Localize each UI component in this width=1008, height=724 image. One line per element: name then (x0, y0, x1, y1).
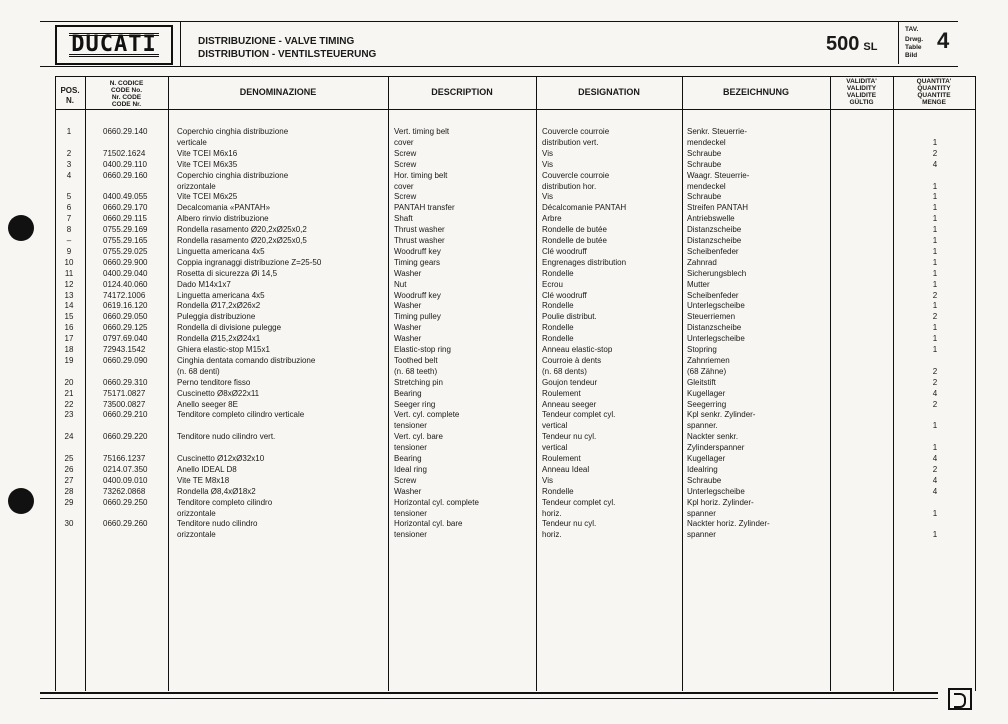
row-quantity: 1 (932, 268, 938, 278)
row-quantity: 1 (932, 246, 938, 256)
row-quantity: 1 (932, 203, 938, 213)
model-suffix: SL (863, 41, 878, 53)
row-italian-name: Rondella Ø8,4xØ18x2 (177, 486, 256, 496)
row-english-description: Stretching pin (394, 377, 443, 387)
row-quantity: 1 (932, 214, 938, 224)
row-italian-name: Rondella di divisione pulegge (177, 323, 282, 333)
row-english-description: Bearing (394, 454, 422, 463)
row-german-bezeichnung: Waagr. Steuerrie- (687, 170, 750, 180)
col-divider-7 (893, 76, 894, 691)
row-position: 11 (64, 268, 74, 278)
row-italian-name: Cinghia dentata comando distribuzione (177, 355, 316, 365)
row-french-designation: Rondelle de butée (542, 225, 607, 235)
row-german-bezeichnung: spanner (687, 530, 716, 540)
row-german-bezeichnung: Schraube (687, 148, 722, 158)
row-part-code: 0660.29.310 (103, 377, 148, 387)
row-german-bezeichnung: Schraube (687, 192, 722, 202)
row-french-designation: vertical (542, 421, 568, 431)
row-position: 19 (64, 355, 74, 365)
row-italian-name: Linguetta americana 4x5 (177, 246, 265, 256)
row-italian-name: Vite TCEI M6x16 (177, 148, 238, 158)
row-italian-name: orizzontale (177, 530, 216, 540)
row-french-designation: Rondelle (542, 486, 574, 496)
row-quantity: 4 (932, 475, 938, 485)
row-italian-name: verticale (177, 137, 207, 147)
row-italian-name: Rondella Ø17,2xØ26x2 (177, 301, 261, 311)
col-header-code-1: N. CODICE (109, 80, 144, 87)
row-part-code: 71502.1624 (103, 148, 146, 158)
row-part-code: 0660.29.250 (103, 497, 148, 507)
row-part-code: 0400.29.040 (103, 268, 148, 278)
row-italian-name: Tenditore completo cilindro verticale (177, 410, 305, 420)
row-quantity: 1 (932, 279, 938, 289)
row-position: 24 (64, 432, 74, 442)
row-italian-name: Anello IDEAL D8 (177, 464, 237, 474)
drwg-label: Drwg. (905, 36, 924, 43)
row-german-bezeichnung: Gleitstift (687, 377, 716, 387)
row-french-designation: Anneau elastic-stop (542, 345, 613, 354)
row-italian-name: Perno tenditore fisso (177, 377, 251, 387)
row-quantity: 2 (932, 312, 938, 322)
row-french-designation: Décalcomanie PANTAH (542, 203, 627, 213)
row-english-description: Toothed belt (394, 355, 438, 365)
col-header-validity-1: VALIDITA' (846, 78, 877, 85)
row-italian-name: Dado M14x1x7 (177, 279, 231, 289)
row-italian-name: Rondella rasamento Ø20,2xØ25x0,5 (177, 236, 307, 245)
row-french-designation: Rondelle (542, 268, 574, 278)
row-french-designation: Roulement (542, 454, 581, 463)
col-divider-4 (536, 76, 537, 691)
row-position: 25 (64, 454, 74, 463)
table-header-rule (55, 109, 975, 110)
row-part-code: 0660.29.260 (103, 519, 148, 529)
row-german-bezeichnung: Kpl senkr. Zylinder- (687, 410, 756, 420)
row-german-bezeichnung: Scheibenfeder (687, 290, 739, 300)
row-english-description: Washer (394, 323, 422, 333)
row-english-description: PANTAH transfer (394, 203, 455, 213)
col-header-qty-1: QUANTITA' (916, 78, 952, 85)
footer-rule-top (40, 692, 938, 694)
corner-logo-icon (948, 688, 972, 710)
row-position: 15 (64, 312, 74, 322)
row-position: 28 (64, 486, 74, 496)
row-english-description: Hor. timing belt (394, 170, 448, 180)
row-position: 3 (66, 159, 72, 169)
col-divider-5 (682, 76, 683, 691)
row-part-code: 0660.29.210 (103, 410, 148, 420)
row-italian-name: Linguetta americana 4x5 (177, 290, 265, 300)
row-italian-name: (n. 68 denti) (177, 366, 220, 376)
row-italian-name: Coppia ingranaggi distribuzione Z=25-50 (177, 257, 322, 267)
row-italian-name: Anello seeger 8E (177, 399, 238, 409)
row-part-code: 0755.29.165 (103, 236, 148, 245)
row-position: 9 (66, 246, 72, 256)
row-german-bezeichnung: Idealring (687, 464, 718, 474)
row-quantity: 1 (932, 137, 938, 147)
row-german-bezeichnung: Schraube (687, 159, 722, 169)
row-quantity: 1 (932, 236, 938, 245)
row-french-designation: Rondelle (542, 323, 574, 333)
row-italian-name: Rondella rasamento Ø20,2xØ25x0,2 (177, 225, 307, 235)
col-divider-2 (168, 76, 169, 691)
row-quantity: 2 (932, 399, 938, 409)
row-german-bezeichnung: (68 Zähne) (687, 366, 727, 376)
col-header-it: DENOMINAZIONE (239, 87, 317, 97)
row-french-designation: Rondelle de butée (542, 236, 607, 245)
row-italian-name: Rondella Ø15,2xØ24x1 (177, 334, 261, 344)
row-french-designation: Poulie distribut. (542, 312, 597, 322)
row-english-description: Washer (394, 334, 422, 344)
col-divider-6 (830, 76, 831, 691)
row-english-description: Timing gears (394, 257, 440, 267)
row-french-designation: vertical (542, 443, 568, 453)
row-quantity: 1 (932, 508, 938, 518)
col-divider-1 (85, 76, 86, 691)
row-french-designation: Vis (542, 475, 553, 485)
row-position: 21 (64, 388, 74, 398)
row-part-code: 73500.0827 (103, 399, 146, 409)
row-german-bezeichnung: Zahnrad (687, 257, 717, 267)
row-quantity: 4 (932, 486, 938, 496)
row-italian-name: Vite TE M8x18 (177, 475, 230, 485)
row-english-description: cover (394, 181, 414, 191)
header-top-rule (40, 21, 958, 22)
row-english-description: Ideal ring (394, 464, 427, 474)
row-part-code: 75171.0827 (103, 388, 146, 398)
row-french-designation: Tendeur nu cyl. (542, 519, 597, 529)
row-german-bezeichnung: Unterlegscheibe (687, 486, 745, 496)
model-number: 500 (826, 33, 860, 55)
col-header-code-4: CODE Nr. (111, 101, 142, 108)
row-position: 13 (64, 290, 74, 300)
row-quantity: 1 (932, 192, 938, 202)
row-german-bezeichnung: spanner (687, 508, 716, 518)
row-english-description: tensioner (394, 443, 427, 453)
row-english-description: Thrust washer (394, 236, 445, 245)
row-french-designation: Tendeur nu cyl. (542, 432, 597, 442)
row-english-description: Screw (394, 159, 417, 169)
col-divider-3 (388, 76, 389, 691)
model-name (826, 33, 877, 56)
row-french-designation: (n. 68 dents) (542, 366, 587, 376)
table-label: Table (905, 44, 922, 51)
row-german-bezeichnung: Unterlegscheibe (687, 301, 745, 311)
row-english-description: tensioner (394, 421, 427, 431)
row-part-code: 0660.29.090 (103, 355, 148, 365)
row-italian-name: Puleggia distribuzione (177, 312, 256, 322)
row-quantity: 2 (932, 366, 938, 376)
tav-label: TAV. (905, 26, 919, 33)
row-french-designation: distribution vert. (542, 137, 599, 147)
col-header-de: BEZEICHNUNG (722, 87, 789, 97)
row-position: 2 (66, 148, 72, 158)
row-english-description: Washer (394, 301, 422, 311)
row-italian-name: Tenditore completo cilindro (177, 497, 273, 507)
row-english-description: Horizontal cyl. bare (394, 519, 463, 529)
row-german-bezeichnung: mendeckel (687, 137, 726, 147)
row-english-description: (n. 68 teeth) (394, 366, 438, 376)
col-divider-8 (975, 76, 976, 691)
row-german-bezeichnung: Nackter senkr. (687, 432, 739, 442)
row-quantity: 4 (932, 454, 938, 463)
row-french-designation: Vis (542, 192, 553, 202)
row-german-bezeichnung: Seegerring (687, 399, 727, 409)
row-part-code: 0660.29.115 (103, 214, 147, 224)
col-header-fr: DESIGNATION (578, 87, 640, 97)
row-english-description: Woodruff key (394, 290, 441, 300)
row-quantity: 1 (932, 334, 938, 344)
row-position: 6 (66, 203, 72, 213)
row-quantity: 4 (932, 159, 938, 169)
row-french-designation: Arbre (542, 214, 562, 224)
row-french-designation: distribution hor. (542, 181, 597, 191)
row-french-designation: Tendeur complet cyl. (542, 497, 616, 507)
row-quantity: 1 (932, 301, 938, 311)
row-part-code: 0660.29.125 (103, 323, 148, 333)
row-italian-name: Cuscinetto Ø8xØ22x11 (177, 388, 260, 398)
row-italian-name: Ghiera elastic-stop M15x1 (177, 345, 270, 354)
row-part-code: 0660.29.140 (103, 127, 148, 136)
col-header-validity-4: GÜLTIG (849, 99, 874, 106)
logo-text: DUCATI (71, 32, 157, 57)
row-french-designation: Ecrou (542, 279, 563, 289)
row-english-description: Thrust washer (394, 225, 445, 235)
row-position: 7 (66, 214, 72, 224)
row-part-code: 0124.40.060 (103, 279, 148, 289)
row-english-description: Vert. cyl. bare (394, 432, 443, 442)
row-italian-name: Coperchio cinghia distribuzione (177, 170, 289, 180)
row-english-description: Vert. timing belt (394, 127, 450, 136)
row-quantity: 1 (932, 323, 938, 333)
row-german-bezeichnung: Sicherungsblech (687, 268, 747, 278)
row-french-designation: Roulement (542, 388, 581, 398)
col-header-code-3: Nr. CODE (111, 94, 142, 101)
row-part-code: 0400.29.110 (103, 159, 147, 169)
row-german-bezeichnung: Distanzscheibe (687, 225, 742, 235)
row-english-description: Timing pulley (394, 312, 441, 322)
row-italian-name: Vite TCEI M6x25 (177, 192, 238, 202)
row-english-description: Nut (394, 279, 407, 289)
row-french-designation: Couvercle courroie (542, 127, 610, 136)
row-french-designation: Goujon tendeur (542, 377, 598, 387)
row-italian-name: Cuscinetto Ø12xØ32x10 (177, 454, 265, 463)
row-german-bezeichnung: Senkr. Steuerrie- (687, 127, 748, 136)
row-position: 1 (66, 127, 72, 136)
row-part-code: 75166.1237 (103, 454, 146, 463)
row-position: 23 (64, 410, 74, 420)
row-quantity: 2 (932, 148, 938, 158)
header-divider (180, 22, 181, 66)
row-french-designation: Anneau Ideal (542, 464, 590, 474)
row-french-designation: horiz. (542, 508, 562, 518)
row-german-bezeichnung: Mutter (687, 279, 710, 289)
row-italian-name: orizzontale (177, 181, 216, 191)
row-french-designation: Vis (542, 159, 553, 169)
row-part-code: 0400.09.010 (103, 475, 148, 485)
row-italian-name: Tenditore nudo cilindro vert. (177, 432, 276, 442)
row-part-code: 0797.69.040 (103, 334, 148, 344)
row-italian-name: Tenditore nudo cilindro (177, 519, 258, 529)
col-header-qty-3: QUANTITE (917, 92, 951, 99)
row-position: – (66, 236, 72, 245)
row-german-bezeichnung: Streifen PANTAH (687, 203, 749, 213)
row-german-bezeichnung: Antriebswelle (687, 214, 735, 224)
row-german-bezeichnung: Schraube (687, 475, 722, 485)
row-position: 22 (64, 399, 74, 409)
row-part-code: 0660.29.050 (103, 312, 148, 322)
row-quantity: 1 (932, 421, 938, 431)
row-position: 8 (66, 225, 72, 235)
footer-rule-bottom (40, 698, 938, 699)
row-part-code: 73262.0868 (103, 486, 146, 496)
row-italian-name: Coperchio cinghia distribuzione (177, 127, 289, 136)
row-position: 4 (66, 170, 72, 180)
col-header-validity-3: VALIDITE (846, 92, 877, 99)
row-german-bezeichnung: Zylinderspanner (687, 443, 745, 453)
row-quantity: 1 (932, 257, 938, 267)
row-french-designation: Clé woodruff (542, 246, 587, 256)
row-position: 5 (66, 192, 72, 202)
row-english-description: Bearing (394, 388, 422, 398)
row-german-bezeichnung: Distanzscheibe (687, 323, 742, 333)
row-quantity: 1 (932, 345, 938, 354)
row-english-description: Seeger ring (394, 399, 436, 409)
ducati-logo (55, 25, 173, 65)
row-french-designation: Courroie à dents (542, 355, 602, 365)
row-part-code: 0619.16.120 (103, 301, 148, 311)
row-italian-name: Albero rinvio distribuzione (177, 214, 269, 224)
row-german-bezeichnung: Stopring (687, 345, 717, 354)
row-italian-name: Vite TCEI M6x35 (177, 159, 238, 169)
row-quantity: 1 (932, 225, 938, 235)
row-german-bezeichnung: mendeckel (687, 181, 726, 191)
row-part-code: 0660.29.160 (103, 170, 148, 180)
row-english-description: Shaft (394, 214, 413, 224)
row-french-designation: Engrenages distribution (542, 257, 627, 267)
row-part-code: 0400.49.055 (103, 192, 148, 202)
row-german-bezeichnung: Steuerriemen (687, 312, 736, 322)
row-part-code: 0755.29.025 (103, 246, 148, 256)
row-french-designation: horiz. (542, 530, 562, 540)
table-number-box (898, 22, 956, 64)
row-position: 14 (64, 301, 74, 311)
row-german-bezeichnung: Kugellager (687, 388, 726, 398)
row-italian-name: Rosetta di sicurezza Øi 14,5 (177, 268, 278, 278)
row-italian-name: orizzontale (177, 508, 216, 518)
row-german-bezeichnung: Kugellager (687, 454, 726, 463)
row-french-designation: Rondelle (542, 334, 574, 344)
table-number: 4 (937, 28, 950, 53)
row-position: 18 (64, 345, 74, 354)
row-english-description: Elastic-stop ring (394, 345, 451, 354)
row-english-description: Screw (394, 148, 417, 158)
row-english-description: Woodruff key (394, 246, 441, 256)
row-english-description: Washer (394, 486, 422, 496)
col-header-en: DESCRIPTION (431, 87, 493, 97)
row-french-designation: Tendeur complet cyl. (542, 410, 616, 420)
row-english-description: Screw (394, 192, 417, 202)
row-position: 16 (64, 323, 74, 333)
row-german-bezeichnung: spanner. (687, 421, 718, 431)
col-header-pos-1: POS. (60, 86, 80, 95)
row-part-code: 0660.29.170 (103, 203, 148, 213)
binder-hole-bottom (8, 488, 34, 514)
row-french-designation: Vis (542, 148, 553, 158)
row-part-code: 0660.29.220 (103, 432, 148, 442)
row-french-designation: Anneau seeger (542, 399, 597, 409)
row-position: 29 (64, 497, 74, 507)
row-french-designation: Rondelle (542, 301, 574, 311)
row-position: 17 (64, 334, 74, 344)
col-header-qty (893, 78, 975, 106)
row-part-code: 0214.07.350 (103, 464, 148, 474)
row-quantity: 4 (932, 388, 938, 398)
row-french-designation: Clé woodruff (542, 290, 587, 300)
bild-label: Bild (905, 52, 918, 59)
row-position: 30 (64, 519, 74, 529)
col-header-qty-4: MENGE (922, 99, 946, 106)
row-quantity: 2 (932, 464, 938, 474)
row-part-code: 72943.1542 (103, 345, 146, 354)
row-english-description: tensioner (394, 530, 427, 540)
row-quantity: 2 (932, 290, 938, 300)
header-bottom-rule (40, 66, 958, 67)
row-position: 12 (64, 279, 74, 289)
title-line-1: DISTRIBUZIONE - VALVE TIMING (198, 36, 355, 47)
binder-hole-top (8, 215, 34, 241)
row-english-description: cover (394, 137, 414, 147)
row-english-description: Horizontal cyl. complete (394, 497, 479, 507)
row-italian-name: Decalcomania «PANTAH» (177, 203, 271, 213)
col-header-pos-2: N. (66, 96, 74, 105)
row-part-code: 74172.1006 (103, 290, 146, 300)
row-quantity: 1 (932, 530, 938, 540)
col-header-validity (830, 78, 893, 106)
table-top-rule (55, 76, 975, 77)
col-header-code (85, 80, 168, 108)
row-german-bezeichnung: Unterlegscheibe (687, 334, 745, 344)
row-german-bezeichnung: Nackter horiz. Zylinder- (687, 519, 770, 529)
row-english-description: Screw (394, 475, 417, 485)
row-position: 27 (64, 475, 74, 485)
row-french-designation: Couvercle courroie (542, 170, 610, 180)
row-german-bezeichnung: Scheibenfeder (687, 246, 739, 256)
row-part-code: 0660.29.900 (103, 257, 148, 267)
col-header-code-2: CODE No. (110, 87, 143, 94)
row-english-description: Vert. cyl. complete (394, 410, 460, 420)
row-part-code: 0755.29.169 (103, 225, 148, 235)
row-german-bezeichnung: Distanzscheibe (687, 236, 742, 245)
row-english-description: Washer (394, 268, 422, 278)
row-position: 26 (64, 464, 74, 474)
row-english-description: tensioner (394, 508, 427, 518)
col-header-qty-2: QUANTITY (917, 85, 951, 92)
row-quantity: 1 (932, 443, 938, 453)
row-quantity: 2 (932, 377, 938, 387)
row-position: 20 (64, 377, 74, 387)
row-quantity: 1 (932, 181, 938, 191)
row-position: 10 (64, 257, 74, 267)
row-german-bezeichnung: Zahnriemen (687, 355, 730, 365)
col-header-pos (55, 86, 85, 106)
title-line-2: DISTRIBUTION - VENTILSTEUERUNG (198, 49, 377, 60)
row-german-bezeichnung: Kpl horiz. Zylinder- (687, 497, 754, 507)
col-header-validity-2: VALIDITY (846, 85, 877, 92)
